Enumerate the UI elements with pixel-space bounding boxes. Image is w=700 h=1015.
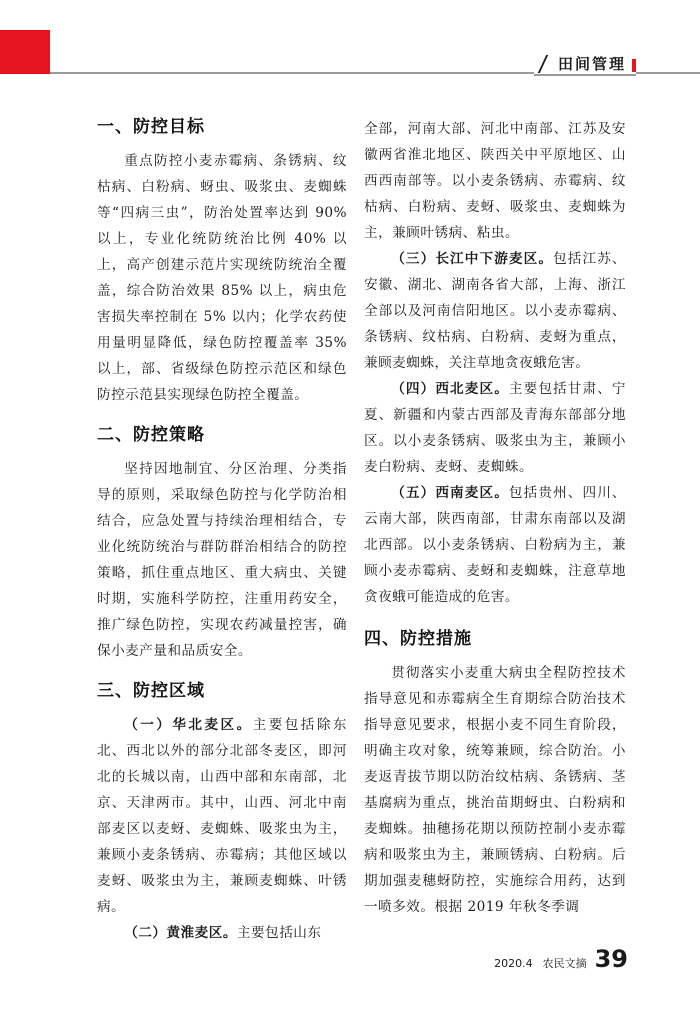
subheading-yangtze: （三）长江中下游麦区。 <box>391 251 554 267</box>
paragraph-north-china <box>97 712 347 920</box>
paragraph-yangtze <box>364 246 626 376</box>
text-southwest: 包括贵州、四川、云南大部，陕西南部，甘肃东南部以及湖北西部。以小麦条锈病、白粉病为主，兼顾小麦赤霉病、麦蚜和麦蜘蛛，注意草地贪夜蛾可能造成的危害。 <box>364 485 627 605</box>
red-header-block <box>0 30 50 74</box>
paragraph-goals: 重点防控小麦赤霉病、条锈病、纹枯病、白粉病、蚜虫、吸浆虫、麦蜘蛛等“四病三虫”，防治处置率达到 90% 以上，专业化统防统治比例 40% 以上，高产创建示范片实现统防统治全覆盖，综合防治效果 85% 以上，病虫危害损失率控制在 5% 以内；化学农药使用量明显降低，绿色防控覆盖率 35% 以上，部、省级绿色防控示范区和绿色防控示范县实现绿色防控全覆盖。 <box>97 153 347 403</box>
text-northwest: 主要包括甘肃、宁夏、新疆和内蒙古西部及青海东部部分地区。以小麦条锈病、吸浆虫为主，兼顾小麦白粉病、麦蚜、麦蜘蛛。 <box>364 381 627 475</box>
subheading-southwest: （五）西南麦区。 <box>391 485 509 501</box>
heading-goals: 一、防控目标 <box>97 117 205 137</box>
red-marker <box>632 59 636 72</box>
text-north-china: 主要包括除东北、西北以外的部分北部冬麦区，即河北的长城以南，山西中部和东南部，北京、天津两市。其中，山西、河北中南部麦区以麦蚜、麦蜘蛛、吸浆虫为主，兼顾小麦条锈病、赤霉病；其他区域以麦蚜、吸浆虫为主，兼顾麦蜘蛛、叶锈病。 <box>97 717 348 915</box>
subheading-northwest: （四）西北麦区。 <box>391 381 509 397</box>
subheading-huanghuai: （二）黄淮麦区。 <box>124 925 237 941</box>
slash-decoration <box>538 55 548 73</box>
heading-strategy: 二、防控策略 <box>97 425 205 445</box>
paragraph-measures: 贯彻落实小麦重大病虫全程防控技术指导意见和赤霉病全生育期综合防治技术指导意见要求，根据小麦不同生育阶段，明确主攻对象，统筹兼顾，综合防治。小麦返青拔节期以防治纹枯病、条锈病、茎基腐病为重点，挑治苗期蚜虫、白粉病和麦蜘蛛。抽穗扬花期以预防控制小麦赤霉病和吸浆虫为主，兼顾锈病、白粉病。后期加强麦穗蚜防控，实施综合用药，达到一喷多效。根据 2019 年秋冬季调 <box>364 665 626 915</box>
paragraph-southwest <box>364 480 626 610</box>
heading-measures: 四、防控措施 <box>364 629 472 649</box>
text-huanghuai: 主要包括山东 <box>236 925 322 941</box>
text-yangtze: 包括江苏、安徽、湖北、湖南各省大部，上海、浙江全部以及河南信阳地区。以小麦赤霉病、条锈病、纹枯病、白粉病、麦蚜为重点，兼顾麦蜘蛛，关注草地贪夜蛾危害。 <box>364 251 627 371</box>
paragraph-huanghuai-cont: 全部，河南大部、河北中南部、江苏及安徽两省淮北地区、陕西关中平原地区、山西西南部等。以小麦条锈病、赤霉病、纹枯病、白粉病、麦蚜、吸浆虫、麦蜘蛛为主，兼顾叶锈病、粘虫。 <box>364 121 626 241</box>
left-column <box>97 108 347 946</box>
heading-regions: 三、防控区域 <box>97 681 205 701</box>
paragraph-huanghuai <box>97 920 347 946</box>
section-label <box>534 50 636 76</box>
paragraph-strategy: 坚持因地制宜、分区治理、分类指导的原则，采取绿色防控与化学防治相结合，应急处置与持续治理相结合，专业化统防统治与群防群治相结合的防控策略，抓住重点地区、重大病虫、关键时期，实施科学防控，注重用药安全，推广绿色防控，实现农药减量控害，确保小麦产量和品质安全。 <box>97 461 347 659</box>
publication-name: 农民文摘 <box>542 957 587 970</box>
paragraph-northwest <box>364 376 626 480</box>
section-title: 田间管理 <box>557 55 626 73</box>
right-column <box>364 116 626 920</box>
issue-number: 2020.4 <box>494 957 533 970</box>
page-number: 39 <box>594 945 628 973</box>
subheading-north-china: （一）华北麦区。 <box>124 717 253 733</box>
page-footer <box>494 945 628 973</box>
